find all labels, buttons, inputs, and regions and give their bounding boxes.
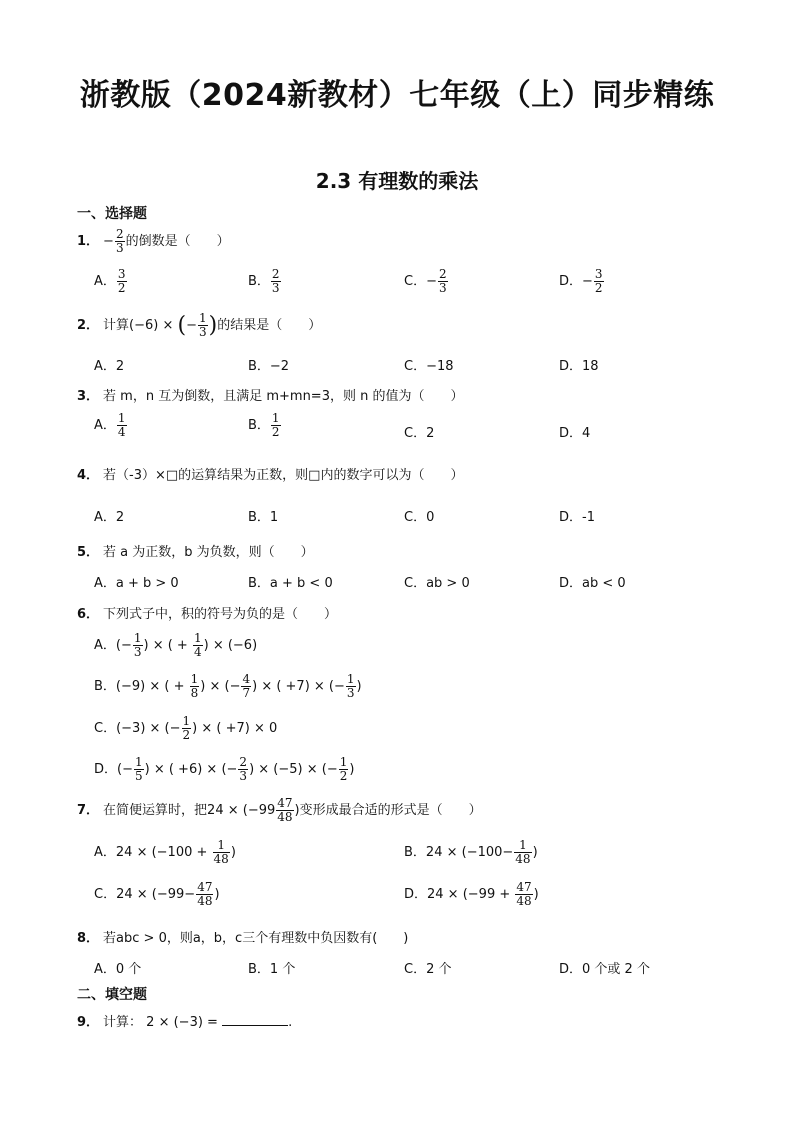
page-subtitle: 2.3 有理数的乘法	[315, 169, 479, 193]
fraction	[182, 715, 192, 742]
period: .	[288, 1015, 293, 1030]
expr-part: )	[356, 679, 362, 694]
expr-part: )	[532, 845, 538, 860]
denominator: 4	[193, 645, 202, 659]
option-b[interactable]	[248, 412, 282, 439]
denominator: 7	[242, 686, 251, 700]
option-b[interactable]: B．1 个	[248, 962, 296, 977]
numerator: 1	[514, 839, 531, 853]
question-number: 6．	[77, 607, 100, 622]
option-a[interactable]	[94, 412, 128, 439]
fraction	[438, 268, 448, 295]
denominator: 3	[115, 241, 124, 255]
denominator: 3	[346, 686, 355, 700]
option-c[interactable]	[404, 268, 449, 295]
question-number: 8．	[77, 931, 100, 946]
numerator: 1	[190, 672, 199, 686]
question-8	[77, 927, 408, 946]
fraction	[241, 673, 251, 700]
numerator: 1	[339, 755, 348, 769]
fraction	[196, 881, 213, 908]
option-a[interactable]: A．a + b > 0	[94, 576, 179, 591]
section-fill: 二、填空题	[77, 987, 147, 1003]
denominator: 2	[182, 728, 191, 742]
question-number: 1．	[77, 234, 100, 249]
numerator: 4	[242, 672, 251, 686]
expr-part: ) × ( +	[143, 638, 192, 653]
option-a[interactable]	[94, 632, 257, 659]
question-text: 若 m，n 互为倒数，且满足 m+mn=3，则 n 的值为（ ）	[103, 389, 464, 404]
expr-part: ) × ( +6) × (−	[144, 762, 238, 777]
denominator: 2	[339, 769, 348, 783]
numerator: 1	[133, 631, 142, 645]
option-d[interactable]: D．ab < 0	[559, 576, 626, 591]
numerator: 2	[438, 267, 447, 281]
option-c[interactable]	[94, 715, 277, 742]
question-3	[77, 385, 463, 404]
option-d[interactable]	[559, 268, 605, 295]
expr-part: C．(−3) × (−	[94, 721, 181, 736]
numerator: 3	[117, 267, 126, 281]
denominator: 3	[133, 645, 142, 659]
option-d[interactable]: D．4	[559, 426, 591, 441]
numerator: 1	[182, 714, 191, 728]
denominator: 48	[213, 852, 229, 866]
question-5	[77, 541, 314, 560]
option-label: A．	[94, 274, 116, 289]
fraction	[594, 268, 604, 295]
expr-part: B．(−9) × ( +	[94, 679, 189, 694]
option-label: C．−	[404, 274, 437, 289]
question-text: 下列式子中，积的符号为负的是（ ）	[103, 607, 338, 622]
fraction	[515, 881, 532, 908]
option-a[interactable]: A．0 个	[94, 962, 142, 977]
denominator: 5	[134, 769, 143, 783]
option-c[interactable]: C．−18	[404, 359, 454, 374]
question-7	[77, 797, 482, 824]
denominator: 48	[197, 894, 213, 908]
denominator: 3	[239, 769, 248, 783]
option-a[interactable]	[94, 268, 128, 295]
fraction	[117, 268, 127, 295]
question-number: 7．	[77, 803, 100, 818]
denominator: 2	[117, 281, 126, 295]
expr-part: )	[349, 762, 355, 777]
expr-part: A．(−	[94, 638, 132, 653]
question-6	[77, 603, 337, 622]
option-a[interactable]	[94, 839, 236, 866]
expr-part: A．24 × (−100 +	[94, 845, 212, 860]
numerator: 1	[134, 755, 143, 769]
question-text: )变形成最合适的形式是（ ）	[294, 803, 482, 818]
denominator: 3	[438, 281, 447, 295]
option-label: B．	[248, 274, 270, 289]
question-text: 若 a 为正数，b 为负数，则（ ）	[103, 545, 314, 560]
denominator: 48	[277, 810, 293, 824]
expr-part: C．24 × (−99−	[94, 887, 196, 902]
expr-part: )	[230, 845, 236, 860]
question-text: 计算(−6) ×	[103, 318, 178, 333]
expr-part: ) × ( +7) × 0	[192, 721, 278, 736]
expr-part: ) × (−	[200, 679, 241, 694]
denominator: 3	[271, 281, 280, 295]
denominator: 4	[117, 425, 126, 439]
question-number: 9．	[77, 1015, 100, 1030]
option-b[interactable]	[404, 839, 538, 866]
fraction	[134, 756, 144, 783]
question-number: 5．	[77, 545, 100, 560]
option-c[interactable]: C．0	[404, 510, 435, 525]
numerator: 1	[199, 311, 207, 325]
question-number: 4．	[77, 468, 100, 483]
option-b[interactable]: B．−2	[248, 359, 290, 374]
option-b[interactable]: B．a + b < 0	[248, 576, 333, 591]
option-label: A．	[94, 418, 116, 433]
fraction	[271, 268, 281, 295]
expr-part: ) × (−5) × (−	[249, 762, 338, 777]
denominator: 8	[190, 686, 199, 700]
paren-left: (	[177, 313, 187, 338]
option-a[interactable]: A．2	[94, 359, 125, 374]
fraction	[514, 839, 531, 866]
question-text: 若abc > 0，则a，b，c三个有理数中负因数有( )	[103, 931, 409, 946]
numerator: 2	[115, 227, 124, 241]
question-text: 的倒数是（ ）	[125, 234, 230, 249]
numerator: 2	[239, 755, 248, 769]
expr-part: )	[533, 887, 539, 902]
page-title: 浙教版（2024新教材）七年级（上）同步精练	[79, 78, 715, 113]
question-text: 在简便运算时，把24 × (−99	[103, 803, 276, 818]
numerator: 47	[277, 796, 293, 810]
denominator: 2	[271, 425, 280, 439]
numerator: 1	[213, 839, 230, 853]
option-d[interactable]: D．-1	[559, 510, 595, 525]
expr-part: )	[214, 887, 220, 902]
question-2	[77, 312, 321, 339]
denominator: 3	[199, 325, 207, 339]
numerator: 1	[271, 411, 280, 425]
option-label: B．	[248, 418, 270, 433]
numerator: 3	[594, 267, 603, 281]
numerator: 1	[346, 672, 355, 686]
question-4	[77, 464, 463, 483]
fraction	[117, 412, 127, 439]
option-b[interactable]	[94, 673, 362, 700]
question-text: 计算： 2 × (−3) =	[103, 1015, 223, 1030]
denominator: 2	[594, 281, 603, 295]
option-c[interactable]	[94, 881, 220, 908]
numerator: 2	[271, 267, 280, 281]
expr-part: D．24 × (−99 +	[404, 887, 515, 902]
fraction	[213, 839, 230, 866]
numerator: 47	[516, 880, 532, 894]
fraction	[346, 673, 356, 700]
question-1	[77, 228, 230, 255]
option-label: D．−	[559, 274, 593, 289]
fraction	[339, 756, 349, 783]
option-c[interactable]: C．2 个	[404, 962, 452, 977]
fraction	[115, 228, 125, 255]
expr-part: B．24 × (−100−	[404, 845, 514, 860]
fraction	[193, 632, 203, 659]
denominator: 48	[516, 894, 532, 908]
fraction	[271, 412, 281, 439]
option-a[interactable]: A．2	[94, 510, 125, 525]
option-d[interactable]	[94, 756, 354, 783]
fraction	[198, 312, 208, 339]
fraction	[276, 797, 293, 824]
expr-part: ) × (−6)	[203, 638, 258, 653]
option-d[interactable]	[404, 881, 539, 908]
option-d[interactable]: D．18	[559, 359, 599, 374]
question-9	[77, 1011, 292, 1030]
numerator: 1	[117, 411, 126, 425]
fraction	[133, 632, 143, 659]
question-number: 2．	[77, 318, 100, 333]
question-text: 若（-3）×□的运算结果为正数，则□内的数字可以为（ ）	[103, 468, 464, 483]
question-number: 3．	[77, 389, 100, 404]
minus-sign: −	[186, 318, 198, 333]
expr-part: D．(−	[94, 762, 133, 777]
answer-blank[interactable]	[222, 1013, 288, 1026]
option-c[interactable]: C．2	[404, 426, 435, 441]
expr-part: ) × ( +7) × (−	[252, 679, 345, 694]
option-b[interactable]	[248, 268, 282, 295]
option-b[interactable]: B．1	[248, 510, 279, 525]
paren-right: )	[208, 313, 218, 338]
fraction	[238, 756, 248, 783]
option-c[interactable]: C．ab > 0	[404, 576, 470, 591]
denominator: 48	[515, 852, 531, 866]
numerator: 1	[193, 631, 202, 645]
section-choice: 一、选择题	[77, 206, 147, 222]
option-d[interactable]: D．0 个或 2 个	[559, 962, 650, 977]
numerator: 47	[197, 880, 213, 894]
fraction	[190, 673, 200, 700]
minus-sign: −	[103, 234, 114, 249]
question-text: 的结果是（ ）	[217, 318, 322, 333]
